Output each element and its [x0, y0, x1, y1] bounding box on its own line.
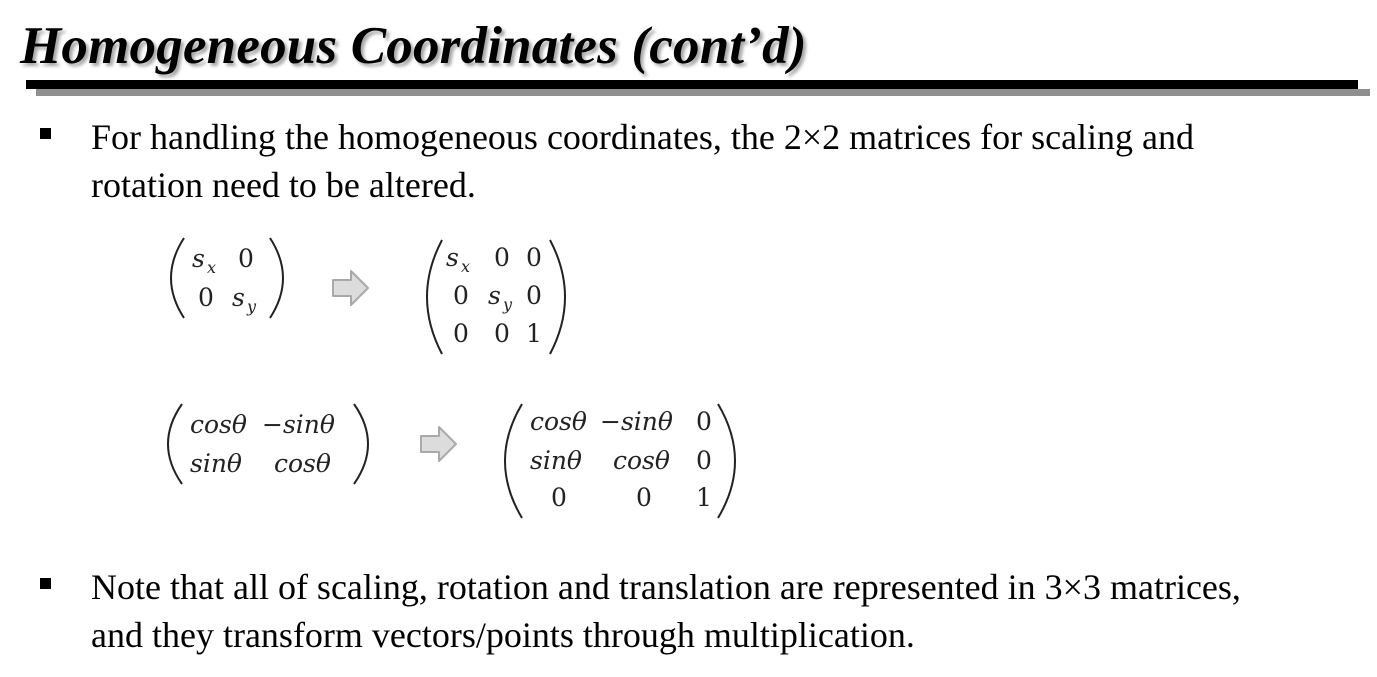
- matrix-entry: 0: [238, 244, 254, 273]
- slide-title: Homogeneous Coordinates (cont’d): [20, 17, 807, 75]
- hollow-right-arrow-icon: [333, 271, 368, 305]
- matrix-entry-subscript: y: [503, 295, 513, 314]
- square-bullet-icon: [40, 128, 51, 139]
- right-paren: [550, 240, 565, 354]
- matrix-entry: 0: [198, 283, 214, 312]
- matrix-entry-subscript: y: [247, 297, 257, 316]
- scaling-3x3-matrix: [427, 240, 565, 354]
- square-bullet-icon: [40, 578, 51, 589]
- right-paren: [354, 404, 368, 484]
- matrix-entry: 0: [494, 243, 510, 272]
- matrix-entry: 0: [526, 281, 542, 310]
- matrix-entry: 0: [551, 483, 567, 512]
- matrix-entry: cosθ: [190, 410, 247, 439]
- matrix-entry: sinθ: [530, 446, 582, 475]
- matrix-entry: cosθ: [530, 407, 587, 436]
- matrix-entry: s: [446, 243, 459, 272]
- matrix-entry: −sinθ: [262, 410, 335, 439]
- bullet-2-line-2: and they transform vectors/points through multiplication.: [91, 615, 915, 655]
- left-paren: [427, 240, 442, 354]
- right-paren: [718, 404, 735, 518]
- matrix-entry: 0: [526, 243, 542, 272]
- matrix-entry: 1: [526, 319, 542, 348]
- title-underline: [26, 80, 1358, 89]
- matrix-entry: s: [488, 281, 501, 310]
- matrix-entry: 0: [453, 319, 469, 348]
- bullet-1-line-1: For handling the homogeneous coordinates, the 2×2 matrices for scaling and: [91, 117, 1195, 157]
- hollow-right-arrow-icon: [421, 427, 456, 461]
- matrix-entry-subscript: x: [461, 257, 471, 276]
- scaling-2x2-matrix: [171, 238, 283, 318]
- rotation-3x3-matrix: [505, 404, 735, 518]
- matrix-entry: 0: [453, 281, 469, 310]
- matrix-entry: s: [192, 244, 205, 273]
- left-paren: [171, 238, 184, 318]
- bullet-1-line-2: rotation need to be altered.: [91, 165, 476, 205]
- matrix-entry: 1: [696, 483, 712, 512]
- matrix-entry: 0: [494, 319, 510, 348]
- left-paren: [505, 404, 522, 518]
- right-paren: [270, 238, 283, 318]
- matrix-entry: cosθ: [274, 449, 331, 478]
- matrix-entry: 0: [696, 407, 712, 436]
- matrix-entry: s: [232, 283, 245, 312]
- matrix-entry: 0: [636, 483, 652, 512]
- bullet-2-line-1: Note that all of scaling, rotation and translation are represented in 3×3 matrices,: [91, 567, 1241, 607]
- title-underline-shadow: [36, 89, 1370, 96]
- matrix-entry-subscript: x: [207, 258, 217, 277]
- matrix-entry: sinθ: [190, 449, 242, 478]
- matrix-entry: −sinθ: [600, 407, 673, 436]
- left-paren: [168, 404, 182, 484]
- matrix-entry: 0: [696, 446, 712, 475]
- rotation-2x2-matrix: [168, 404, 368, 484]
- matrix-entry: cosθ: [613, 446, 670, 475]
